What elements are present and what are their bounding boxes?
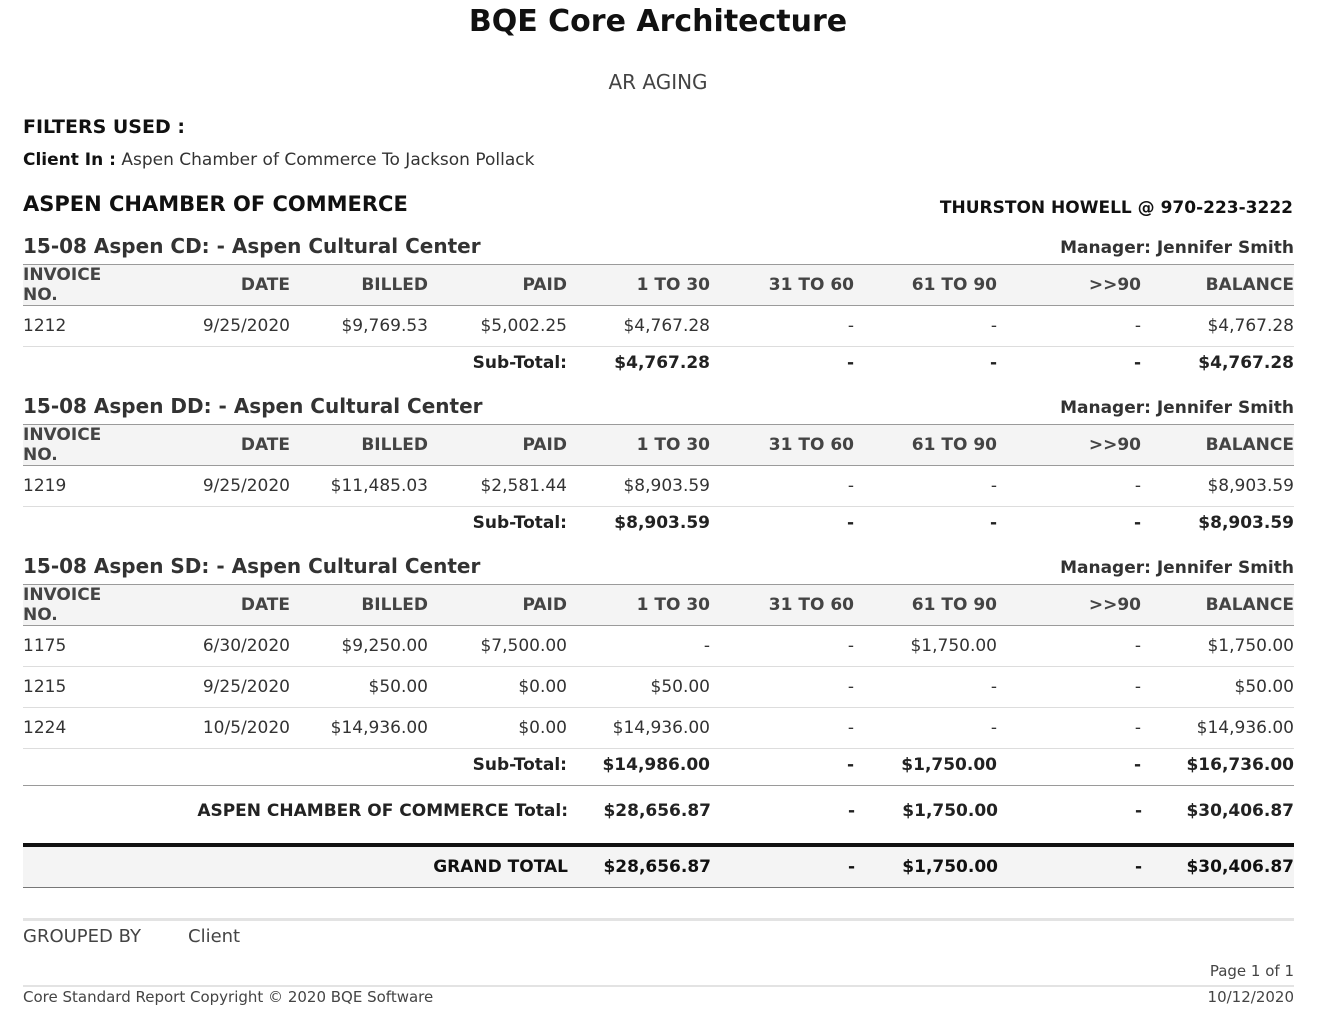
cell-invoice-no: 1175 xyxy=(23,626,139,667)
cell-1-30: $50.00 xyxy=(567,667,710,708)
cell-balance: $1,750.00 xyxy=(1141,626,1294,667)
subtotal-61-90: - xyxy=(989,513,997,533)
project-header xyxy=(23,392,1294,424)
grouped-by-label: GROUPED BY xyxy=(23,926,141,947)
subtotal-61-90: - xyxy=(989,353,997,373)
cell-billed: $9,250.00 xyxy=(290,626,428,667)
table-header-row xyxy=(23,265,1294,306)
subtotal-31-60: - xyxy=(846,513,854,533)
column-header-balance: BALANCE xyxy=(1141,265,1294,306)
subtotal-over-90: - xyxy=(1133,353,1141,373)
cell-balance: $8,903.59 xyxy=(1141,466,1294,507)
grand-total-balance: $30,406.87 xyxy=(1186,857,1294,877)
column-header-billed: BILLED xyxy=(290,585,428,626)
report-subtitle: AR AGING xyxy=(608,70,708,94)
column-header-over-90: >>90 xyxy=(997,585,1141,626)
grand-total-row xyxy=(23,843,1294,888)
column-header-date: DATE xyxy=(139,265,290,306)
project-section xyxy=(23,232,1294,379)
column-header-over-90: >>90 xyxy=(997,425,1141,466)
subtotal-balance: $16,736.00 xyxy=(1186,755,1294,775)
cell-billed: $9,769.53 xyxy=(290,306,428,347)
grand-total-90: - xyxy=(1134,857,1142,877)
project-section xyxy=(23,552,1294,781)
cell-date: 9/25/2020 xyxy=(139,306,290,347)
table-row xyxy=(23,466,1294,507)
client-total-90: - xyxy=(1134,801,1142,821)
subtotal-label: Sub-Total: xyxy=(472,353,567,373)
grouped-by-value: Client xyxy=(188,926,241,947)
subtotal-label: Sub-Total: xyxy=(472,755,567,775)
cell-balance: $14,936.00 xyxy=(1141,708,1294,749)
column-header-61-90: 61 TO 90 xyxy=(854,265,997,306)
column-header-31-60: 31 TO 60 xyxy=(710,585,854,626)
client-total-label: Total: xyxy=(514,801,568,821)
column-header-31-60: 31 TO 60 xyxy=(710,265,854,306)
column-header-balance: BALANCE xyxy=(1141,425,1294,466)
client-total-61-90: $1,750.00 xyxy=(902,801,998,821)
cell-paid: $0.00 xyxy=(428,667,567,708)
page-number: Page 1 of 1 xyxy=(1209,962,1294,980)
invoice-table xyxy=(23,584,1294,781)
subtotal-over-90: - xyxy=(1133,513,1141,533)
client-total-balance: $30,406.87 xyxy=(1186,801,1294,821)
cell-invoice-no: 1215 xyxy=(23,667,139,708)
column-header-61-90: 61 TO 90 xyxy=(854,425,997,466)
cell-date: 9/25/2020 xyxy=(139,466,290,507)
report-title: BQE Core Architecture xyxy=(468,4,848,39)
invoice-table xyxy=(23,264,1294,379)
client-total-1-30: $28,656.87 xyxy=(603,801,711,821)
cell-balance: $50.00 xyxy=(1141,667,1294,708)
column-header-31-60: 31 TO 60 xyxy=(710,425,854,466)
cell-paid: $7,500.00 xyxy=(428,626,567,667)
cell-1-30: $14,936.00 xyxy=(567,708,710,749)
cell-31-60: - xyxy=(710,466,854,507)
filters-heading: FILTERS USED : xyxy=(23,116,185,138)
cell-invoice-no: 1219 xyxy=(23,466,139,507)
column-header-over-90: >>90 xyxy=(997,265,1141,306)
filter-client-in xyxy=(23,150,534,170)
subtotal-1-30: $14,986.00 xyxy=(602,755,710,775)
project-manager: Manager: Jennifer Smith xyxy=(1060,238,1294,258)
project-header xyxy=(23,552,1294,584)
cell-date: 10/5/2020 xyxy=(139,708,290,749)
client-total-row xyxy=(23,785,1294,824)
cell-billed: $11,485.03 xyxy=(290,466,428,507)
column-header-invoice-no: INVOICE NO. xyxy=(23,265,139,306)
grand-total-31-60: - xyxy=(847,857,855,877)
cell-1-30: $4,767.28 xyxy=(567,306,710,347)
project-manager: Manager: Jennifer Smith xyxy=(1060,398,1294,418)
grand-total-61-90: $1,750.00 xyxy=(902,857,998,877)
subtotal-row xyxy=(23,347,1294,380)
column-header-61-90: 61 TO 90 xyxy=(854,585,997,626)
subtotal-1-30: $8,903.59 xyxy=(614,513,710,533)
cell-over-90: - xyxy=(997,626,1141,667)
table-row xyxy=(23,306,1294,347)
column-header-paid: PAID xyxy=(428,585,567,626)
footer-bottom-divider xyxy=(23,985,1294,987)
table-row xyxy=(23,626,1294,667)
cell-paid: $2,581.44 xyxy=(428,466,567,507)
filter-value: Aspen Chamber of Commerce To Jackson Pollack xyxy=(121,150,535,170)
column-header-1-30: 1 TO 30 xyxy=(567,425,710,466)
column-header-1-30: 1 TO 30 xyxy=(567,265,710,306)
subtotal-31-60: - xyxy=(846,353,854,373)
project-header xyxy=(23,232,1294,264)
report-date: 10/12/2020 xyxy=(1207,988,1294,1006)
column-header-date: DATE xyxy=(139,425,290,466)
cell-61-90: - xyxy=(854,667,997,708)
cell-31-60: - xyxy=(710,708,854,749)
column-header-paid: PAID xyxy=(428,425,567,466)
cell-61-90: - xyxy=(854,466,997,507)
cell-over-90: - xyxy=(997,708,1141,749)
table-header-row xyxy=(23,585,1294,626)
filter-label: Client In : xyxy=(23,150,116,170)
client-total-31-60: - xyxy=(847,801,855,821)
subtotal-balance: $4,767.28 xyxy=(1198,353,1294,373)
cell-invoice-no: 1212 xyxy=(23,306,139,347)
cell-billed: $50.00 xyxy=(290,667,428,708)
client-total-client: ASPEN CHAMBER OF COMMERCE xyxy=(197,801,509,821)
cell-31-60: - xyxy=(710,626,854,667)
table-header-row xyxy=(23,425,1294,466)
subtotal-1-30: $4,767.28 xyxy=(614,353,710,373)
subtotal-label: Sub-Total: xyxy=(472,513,567,533)
subtotal-balance: $8,903.59 xyxy=(1198,513,1294,533)
grand-total-1-30: $28,656.87 xyxy=(603,857,711,877)
project-name: 15-08 Aspen CD: - Aspen Cultural Center xyxy=(23,234,481,258)
footer-divider xyxy=(23,918,1294,921)
column-header-1-30: 1 TO 30 xyxy=(567,585,710,626)
subtotal-61-90: $1,750.00 xyxy=(901,755,997,775)
project-name: 15-08 Aspen SD: - Aspen Cultural Center xyxy=(23,554,481,578)
column-header-balance: BALANCE xyxy=(1141,585,1294,626)
project-manager: Manager: Jennifer Smith xyxy=(1060,558,1294,578)
cell-61-90: $1,750.00 xyxy=(854,626,997,667)
cell-billed: $14,936.00 xyxy=(290,708,428,749)
column-header-paid: PAID xyxy=(428,265,567,306)
grand-total-label: GRAND TOTAL xyxy=(433,857,568,877)
cell-31-60: - xyxy=(710,306,854,347)
subtotal-31-60: - xyxy=(846,755,854,775)
cell-1-30: $8,903.59 xyxy=(567,466,710,507)
client-contact: THURSTON HOWELL @ 970-223-3222 xyxy=(939,198,1293,218)
cell-over-90: - xyxy=(997,466,1141,507)
cell-61-90: - xyxy=(854,708,997,749)
cell-date: 6/30/2020 xyxy=(139,626,290,667)
column-header-date: DATE xyxy=(139,585,290,626)
column-header-invoice-no: INVOICE NO. xyxy=(23,585,139,626)
project-name: 15-08 Aspen DD: - Aspen Cultural Center xyxy=(23,394,483,418)
cell-1-30: - xyxy=(567,626,710,667)
column-header-invoice-no: INVOICE NO. xyxy=(23,425,139,466)
table-row xyxy=(23,708,1294,749)
project-section xyxy=(23,392,1294,539)
cell-invoice-no: 1224 xyxy=(23,708,139,749)
table-row xyxy=(23,667,1294,708)
client-name: ASPEN CHAMBER OF COMMERCE xyxy=(23,192,408,216)
subtotal-row xyxy=(23,507,1294,540)
cell-paid: $5,002.25 xyxy=(428,306,567,347)
cell-balance: $4,767.28 xyxy=(1141,306,1294,347)
cell-over-90: - xyxy=(997,667,1141,708)
column-header-billed: BILLED xyxy=(290,265,428,306)
cell-61-90: - xyxy=(854,306,997,347)
cell-31-60: - xyxy=(710,667,854,708)
invoice-table xyxy=(23,424,1294,539)
cell-date: 9/25/2020 xyxy=(139,667,290,708)
cell-over-90: - xyxy=(997,306,1141,347)
subtotal-over-90: - xyxy=(1133,755,1141,775)
cell-paid: $0.00 xyxy=(428,708,567,749)
copyright: Core Standard Report Copyright © 2020 BQE Software xyxy=(23,988,434,1006)
column-header-billed: BILLED xyxy=(290,425,428,466)
subtotal-row xyxy=(23,749,1294,782)
